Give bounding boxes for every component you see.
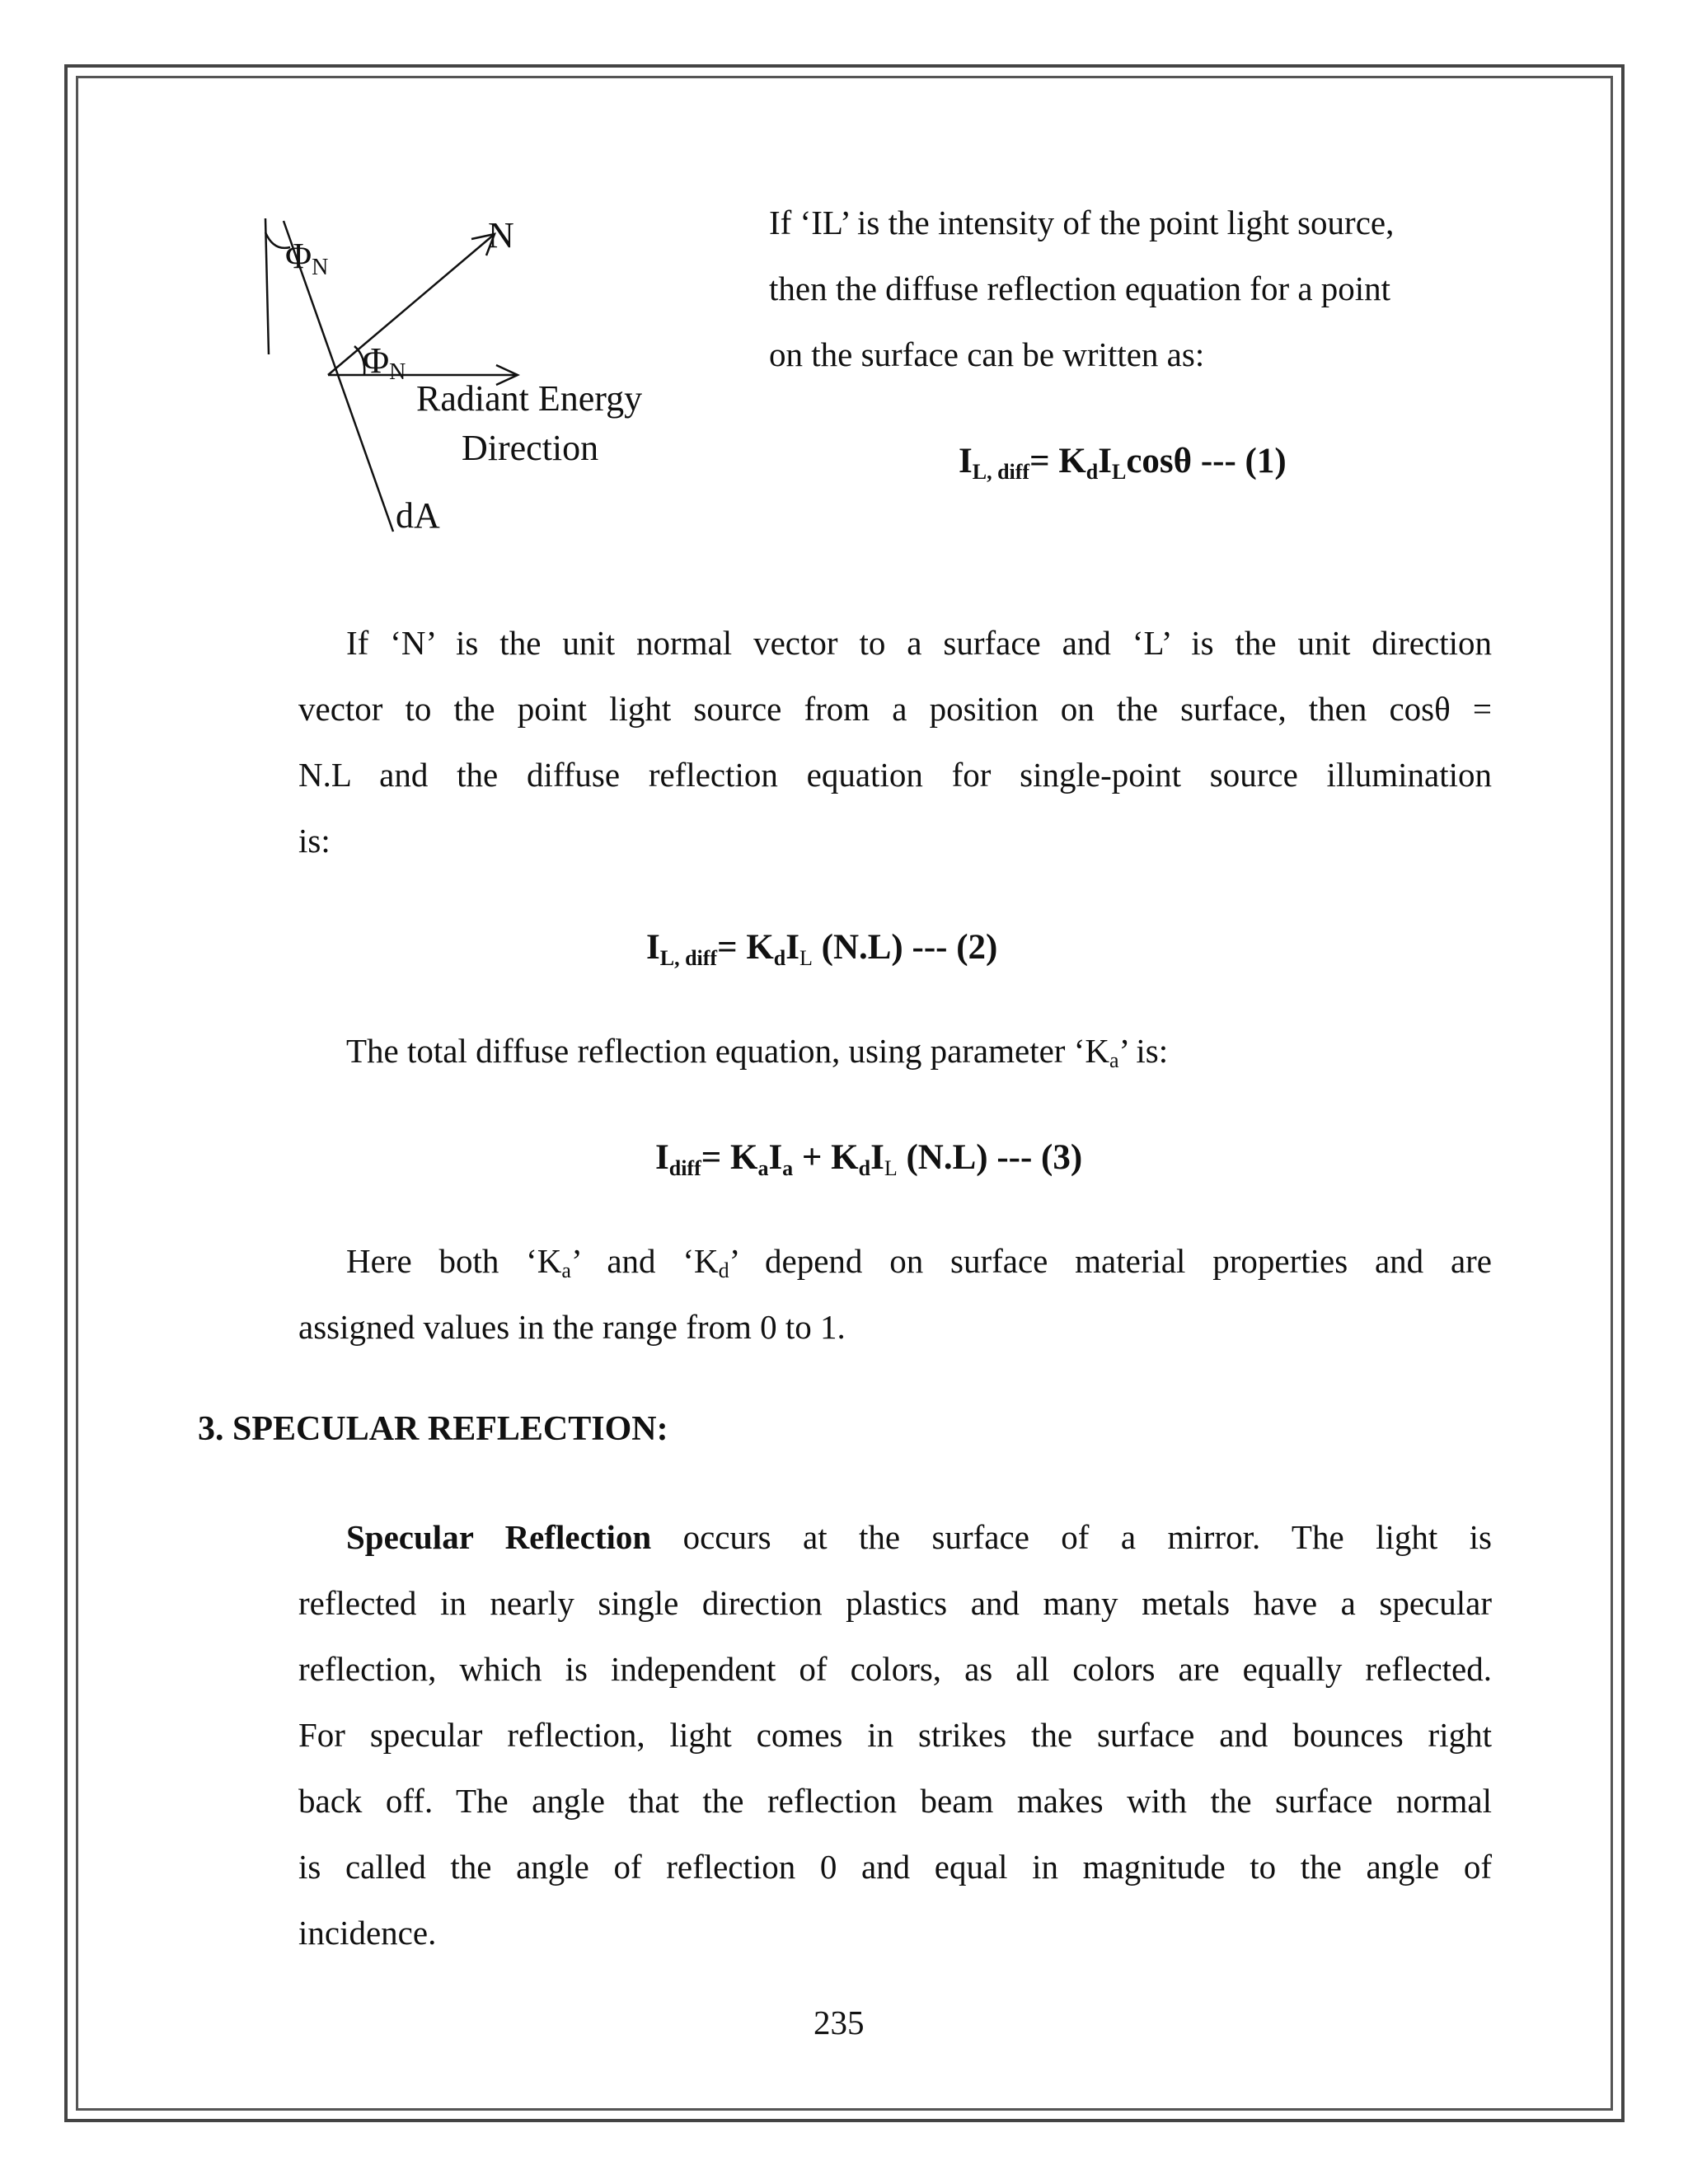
normal-n-label: N: [488, 215, 514, 255]
da-label: dA: [396, 495, 440, 536]
equation-1: $I_{L, diff}= K_dI_L\cos\theta$ --- (1): [959, 442, 1287, 484]
para4-line-1: Specular Reflection occurs at the surface of a mirror. The light is: [346, 1518, 1493, 1556]
intro-line-2: then the diffuse reflection equation for a point: [769, 269, 1391, 307]
para2-text: The total diffuse reflection equation, using parameter ‘$K_a$’ is:: [346, 1032, 1169, 1072]
para3-line-2: assigned values in the range from 0 to 1.: [298, 1308, 846, 1346]
para3-line-1: Here both ‘$K_a$’ and ‘$K_d$’ depend on surface material properties and are: [346, 1242, 1493, 1282]
para4-line-6: is called the angle of reflection 0 and equal in magnitude to the angle of: [298, 1848, 1492, 1886]
intro-line-3: on the surface can be written as:: [769, 335, 1205, 373]
para4-line-2: reflected in nearly single direction plastics and many metals have a specular: [298, 1584, 1492, 1622]
para4-line-3: reflection, which is independent of colors, as all colors are equally reflected.: [298, 1650, 1492, 1688]
para1-line-4: is:: [298, 822, 331, 860]
intro-line-1: If ‘IL’ is the intensity of the point light source,: [769, 204, 1395, 241]
section-heading: 3. SPECULAR REFLECTION:: [198, 1410, 668, 1448]
bold-term: Specular Reflection: [346, 1518, 652, 1556]
phi-middle-label: ΦN: [363, 340, 406, 385]
page-number: 235: [814, 2004, 865, 2041]
para4-line-5: back off. The angle that the reflection beam makes with the surface normal: [298, 1782, 1492, 1820]
para1-line-2: vector to the point light source from a position on the surface, then cosθ =: [298, 690, 1492, 728]
equation-3: $I_{diff}= K_aI_a + K_dI_L$ (N.L) --- (3): [655, 1138, 1083, 1180]
normal-vector-line: [328, 234, 495, 375]
para1-line-3: N.L and the diffuse reflection equation for single-point source illumination: [298, 756, 1492, 794]
para4-line-4: For specular reflection, light comes in strikes the surface and bounces right: [298, 1716, 1492, 1754]
direction-label: Direction: [462, 428, 599, 468]
radiant-energy-label: Radiant Energy: [416, 378, 643, 419]
phi-top-label: ΦN: [285, 236, 329, 280]
para4-line-7: incidence.: [298, 1914, 437, 1952]
para1-line-1: If ‘N’ is the unit normal vector to a surface and ‘L’ is the unit direction: [346, 624, 1492, 662]
equation-2: $I_{L, diff}= K_dI_L$ (N.L) --- (2): [646, 928, 998, 970]
